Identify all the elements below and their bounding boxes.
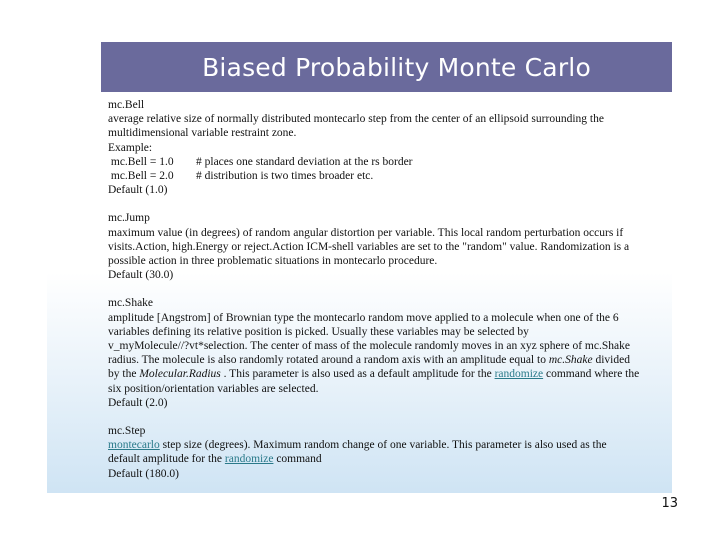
text-segment: divided — [592, 354, 630, 367]
example-code: mc.Bell = 2.0 — [108, 170, 174, 183]
param-description-line: visits.Action, high.Energy or reject.Action ICM-shell variables are set to the "random" value. Randomization is a — [108, 240, 630, 253]
param-description-line — [108, 367, 668, 381]
param-description-line: amplitude [Angstrom] of Brownian type the montecarlo random move applied to a molecule when one of the 6 — [108, 311, 619, 324]
randomize-link[interactable]: randomize — [224, 453, 274, 466]
param-description-line: variables defining its relative position is picked. Usually these variables may be selected by — [108, 325, 529, 338]
param-description-line: multidimensional variable restraint zone. — [108, 127, 297, 140]
param-description-line — [108, 353, 668, 367]
param-name: mc.Shake — [108, 297, 154, 310]
text-segment: command where the — [543, 368, 640, 381]
param-name: mc.Step — [108, 425, 146, 438]
param-description-line: v_myMolecule//?vt*selection. The center of mass of the molecule randomly moves in an xyz sphere of mc.Shake — [108, 340, 630, 353]
param-mc-jump — [108, 211, 668, 282]
example-code: mc.Bell = 1.0 — [108, 155, 174, 168]
text-segment: radius. The molecule is also randomly rotated around a random axis with an amplitude equal to — [108, 354, 546, 367]
param-default: Default (1.0) — [108, 184, 168, 197]
param-description-line: maximum value (in degrees) of random angular distortion per variable. This local random perturbation occurs if — [108, 226, 624, 239]
param-description-line — [108, 452, 668, 466]
text-segment: by the — [108, 368, 140, 381]
title-bar — [101, 42, 672, 92]
param-default: Default (30.0) — [108, 269, 174, 282]
example-label: Example: — [108, 141, 153, 154]
example-comment: # distribution is two times broader etc. — [196, 170, 374, 183]
slide-title: Biased Probability Monte Carlo — [202, 52, 591, 82]
param-default: Default (180.0) — [108, 467, 179, 480]
param-description-line: six position/orientation variables are selected. — [108, 382, 319, 395]
param-mc-shake — [108, 296, 668, 410]
page-number: 13 — [661, 496, 678, 511]
example-comment: # places one standard deviation at the rs border — [196, 155, 413, 168]
italic-term: mc.Shake — [548, 354, 593, 367]
param-description-line: average relative size of normally distributed montecarlo step from the center of an ellipsoid surrounding the — [108, 113, 604, 126]
montecarlo-link[interactable]: montecarlo — [108, 439, 160, 452]
param-mc-bell — [108, 98, 668, 197]
italic-term: Molecular.Radius — [139, 368, 221, 381]
param-default: Default (2.0) — [108, 396, 168, 409]
param-name: mc.Bell — [108, 99, 145, 111]
text-segment: . This parameter is also used as a default amplitude for the — [220, 368, 495, 381]
param-description-line — [108, 438, 668, 452]
example-line — [108, 169, 668, 183]
param-mc-step — [108, 424, 668, 481]
slide-content — [108, 98, 668, 481]
randomize-link[interactable]: randomize — [494, 368, 544, 381]
example-line — [108, 155, 668, 169]
param-name: mc.Jump — [108, 212, 150, 225]
text-segment: default amplitude for the — [108, 453, 225, 466]
text-segment: command — [273, 453, 322, 466]
param-description-line: possible action in three problematic situations in montecarlo procedure. — [108, 255, 438, 268]
text-segment: step size (degrees). Maximum random change of one variable. This parameter is also used as the — [159, 439, 607, 452]
